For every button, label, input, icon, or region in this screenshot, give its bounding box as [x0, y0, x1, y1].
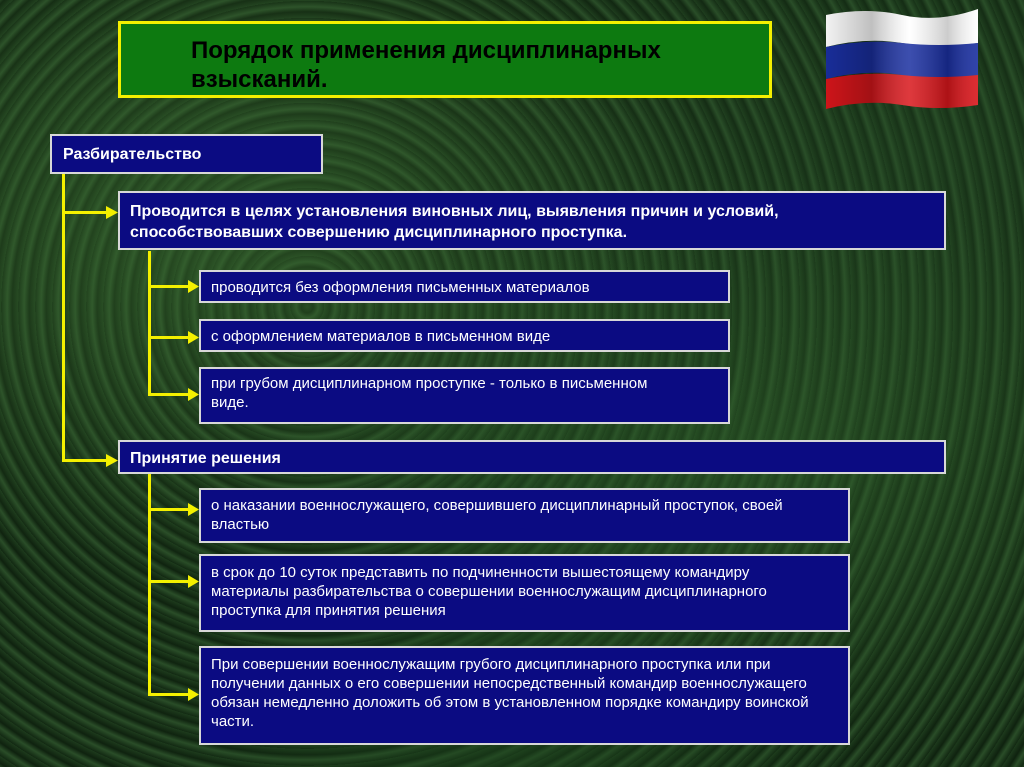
investigation-item-1 — [199, 270, 730, 303]
decision-item-3-text: При совершении военнослужащим грубого дисциплинарного проступка или при получении данных о его совершении непосредственный командир военнослужащего обязан немедленно доложить об этом в установленном порядке командиру воинской части. — [211, 656, 809, 730]
decision-item-2 — [199, 554, 850, 632]
section-investigation-label: Разбирательство — [63, 146, 202, 163]
page-title: Порядок применения дисциплинарных взысканий. — [191, 37, 661, 93]
arrow-to-decision — [106, 454, 118, 467]
section-decision — [118, 440, 946, 474]
investigation-purpose — [118, 191, 946, 250]
section-decision-label: Принятие решения — [130, 450, 281, 467]
decision-item-3 — [199, 646, 850, 745]
arrow-to-purpose — [106, 206, 118, 219]
decision-item-2-text: в срок до 10 суток представить по подчиненности вышестоящему командиру материалы разбирательства о совершении военнослужащим дисциплинарного проступка для принятия решения — [211, 564, 767, 619]
investigation-item-2-text: с оформлением материалов в письменном виде — [211, 328, 551, 345]
investigation-item-2 — [199, 319, 730, 352]
decision-item-1-text: о наказании военнослужащего, совершившего дисциплинарный проступок, своей властью — [211, 497, 783, 533]
section-investigation — [50, 134, 323, 174]
investigation-item-3 — [199, 367, 730, 424]
investigation-item-3-text: при грубом дисциплинарном проступке - только в письменном виде. — [211, 375, 648, 411]
investigation-item-1-text: проводится без оформления письменных материалов — [211, 279, 590, 296]
decision-item-1 — [199, 488, 850, 543]
investigation-purpose-text: Проводится в целях установления виновных лиц, выявления причин и условий, способствовавших совершению дисциплинарного проступка. — [130, 203, 779, 241]
